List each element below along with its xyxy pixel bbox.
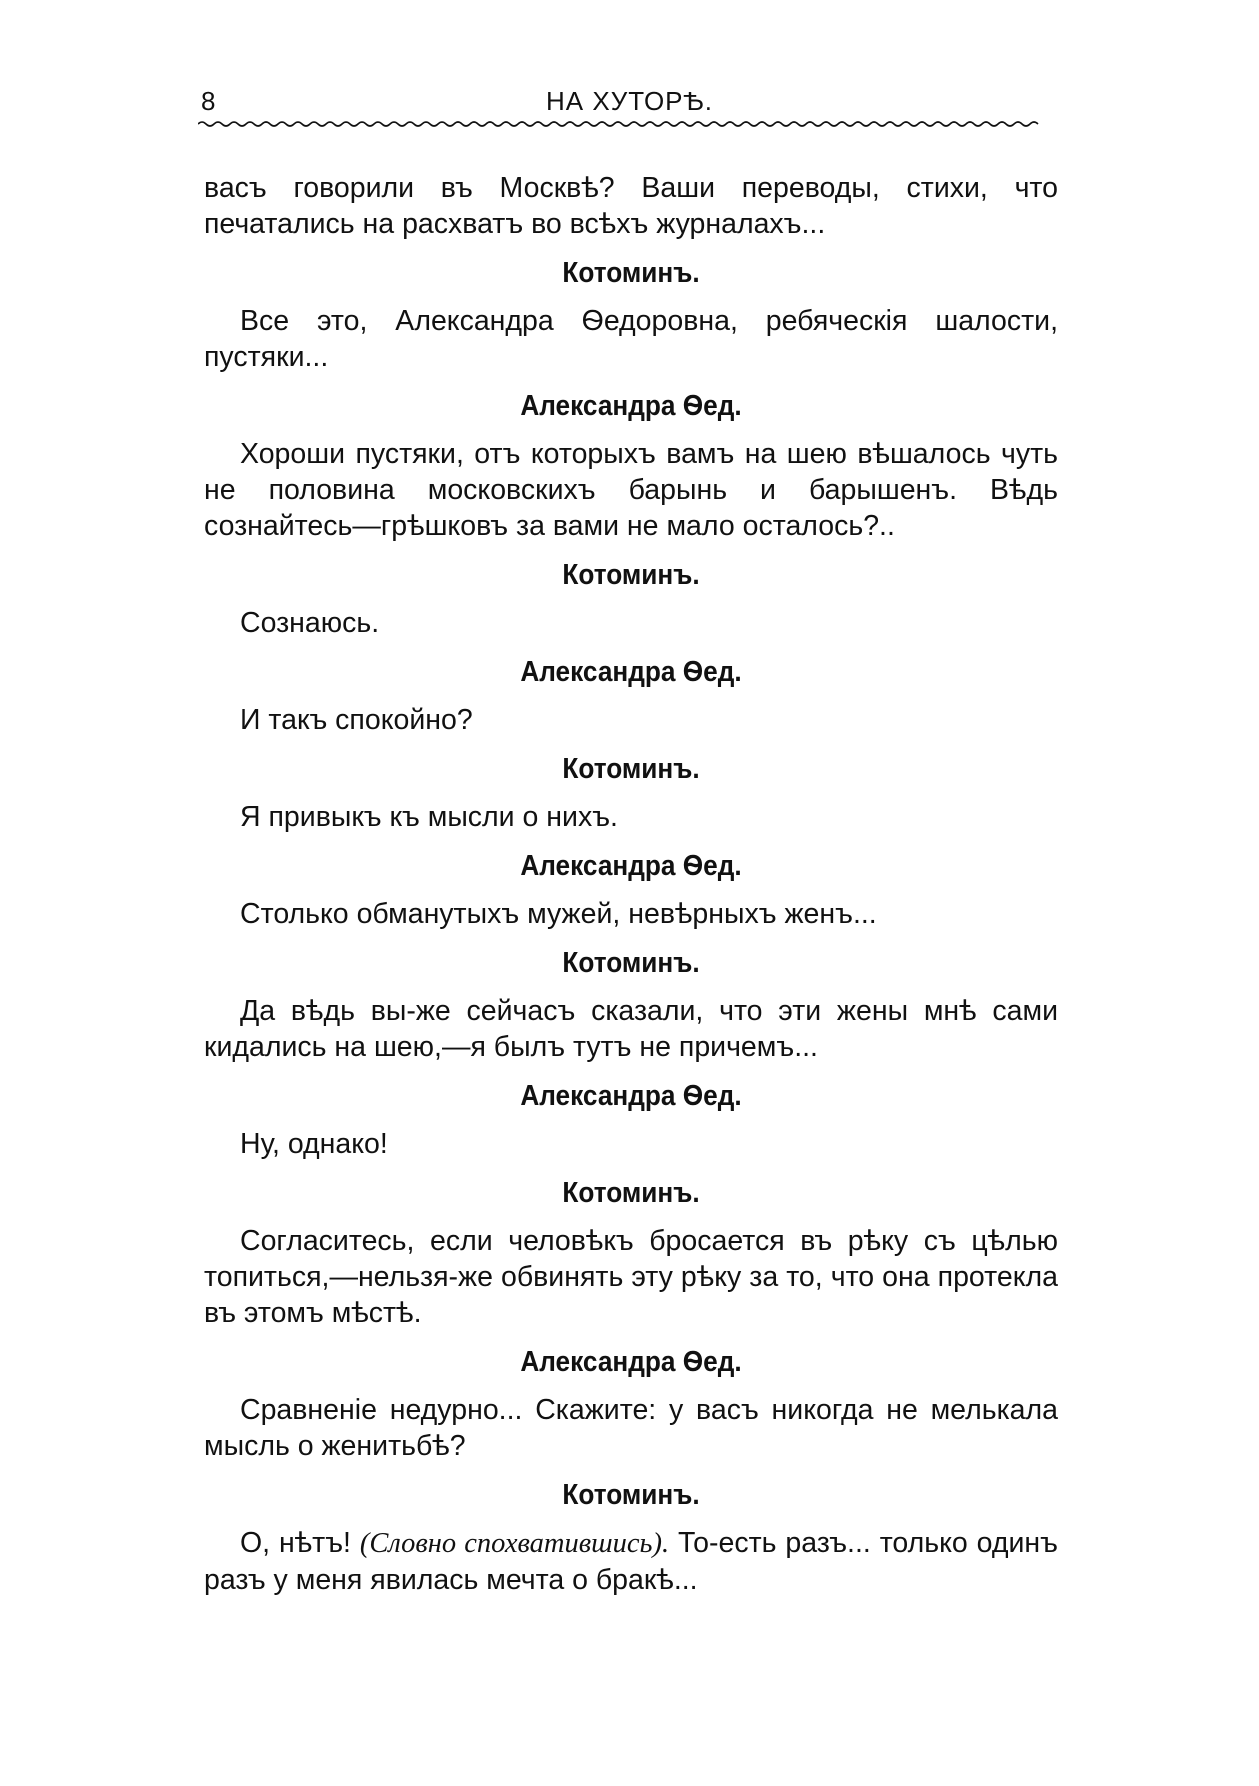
dialogue-paragraph: Столько обманутыхъ мужей, невѣрныхъ женъ... bbox=[240, 898, 877, 930]
dialogue-paragraph: Я привыкъ къ мысли о нихъ. bbox=[240, 801, 618, 833]
dialogue-paragraph: Сравненіе недурно... Скажите: у васъ никогда не мелькала мысль о женитьбѣ? bbox=[204, 1394, 1058, 1462]
dialogue-paragraph: Все это, Александра Ѳедоровна, ребяческія шалости, пустяки... bbox=[204, 305, 1058, 373]
speaker-heading: Александра Ѳед. bbox=[520, 1080, 742, 1112]
dialogue-paragraph: И такъ спокойно? bbox=[240, 704, 473, 736]
speaker-heading: Александра Ѳед. bbox=[520, 1346, 742, 1378]
speaker-heading: Александра Ѳед. bbox=[520, 390, 742, 422]
header-wavy-rule bbox=[198, 118, 1040, 130]
dialogue-paragraph: Да вѣдь вы-же сейчасъ сказали, что эти жены мнѣ сами кидались на шею,—я былъ тутъ не причемъ... bbox=[204, 995, 1058, 1063]
dialogue-paragraph: Хороши пустяки, отъ которыхъ вамъ на шею вѣшалось чуть не половина московскихъ барынь и барышенъ. Вѣдь сознайтесь—грѣшковъ за вами не мало осталось?.. bbox=[204, 438, 1058, 542]
speaker-heading: Котоминъ. bbox=[562, 1177, 700, 1209]
dialogue-paragraph: Сознаюсь. bbox=[240, 607, 380, 639]
speaker-heading: Котоминъ. bbox=[562, 257, 700, 289]
dialogue-paragraph-with-stage-direction bbox=[204, 1525, 1058, 1598]
dialogue-paragraph: Согласитесь, если человѣкъ бросается въ рѣку съ цѣлью топиться,—нельзя-же обвинять эту рѣку за то, что она протекла въ этомъ мѣстѣ. bbox=[204, 1225, 1058, 1329]
speaker-heading: Котоминъ. bbox=[562, 753, 700, 785]
speaker-heading: Котоминъ. bbox=[562, 947, 700, 979]
running-title: НА ХУТОРѢ. bbox=[546, 86, 713, 116]
play-text bbox=[204, 170, 1058, 1598]
speaker-heading: Котоминъ. bbox=[562, 559, 700, 591]
continued-paragraph: васъ говорили въ Москвѣ? Ваши переводы, стихи, что печатались на расхватъ во всѣхъ журналахъ... bbox=[204, 172, 1058, 240]
dialogue-text: То-есть разъ... только одинъ разъ у меня явилась мечта о бракѣ... bbox=[204, 1527, 1058, 1596]
speaker-heading: Котоминъ. bbox=[562, 1479, 700, 1511]
speaker-heading: Александра Ѳед. bbox=[520, 850, 742, 882]
stage-direction: (Словно спохватившись). bbox=[359, 1528, 670, 1559]
page-number: 8 bbox=[201, 86, 216, 116]
speaker-heading: Александра Ѳед. bbox=[520, 656, 742, 688]
dialogue-text: О, нѣтъ! bbox=[240, 1527, 360, 1559]
dialogue-paragraph: Ну, однако! bbox=[240, 1128, 388, 1160]
